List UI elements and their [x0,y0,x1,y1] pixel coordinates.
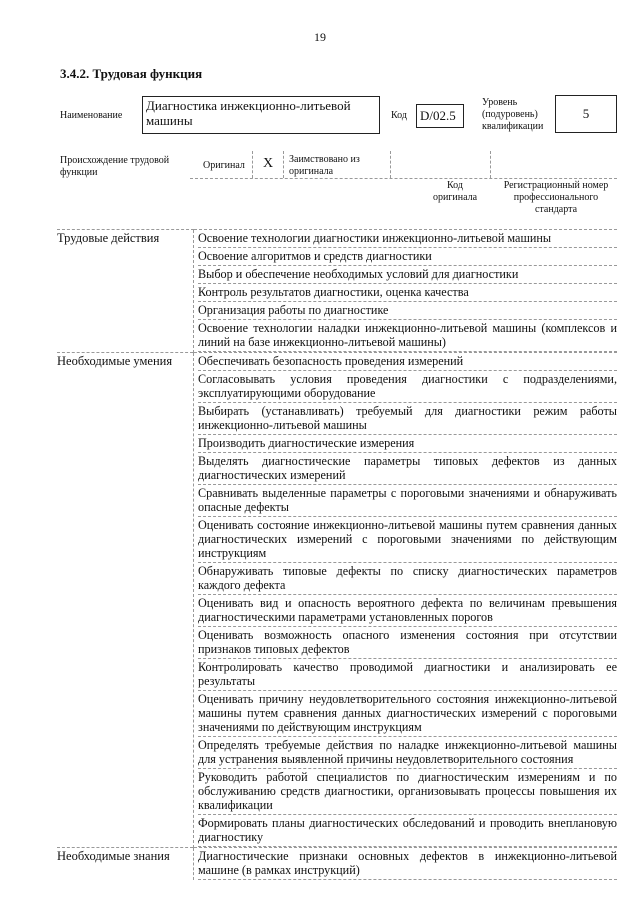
list-item: Оценивать причину неудовлетворительного состояния инжекционно-литьевой машины путем сравнения данных диагностических измерений с пороговыми значениями по действующим инструкциям [198,691,617,737]
section-items-cell [194,230,618,353]
section-row-title: Трудовые действия [57,231,160,245]
level-label: Уровень (подуровень) квалификации [482,97,544,132]
code-original-col: Код оригинала [432,180,478,203]
list-item: Определять требуемые действия по наладке инжекционно-литьевой машины для устранения выявленной причины неудовлетворительного состояния [198,737,617,769]
list-item: Контролировать качество проводимой диагностики и анализировать ее результаты [198,659,617,691]
list-item: Обнаруживать типовые дефекты по списку диагностических параметров каждого дефекта [198,563,617,595]
list-item: Выбирать (устанавливать) требуемый для диагностики режим работы инжекционно-литьевой машины [198,403,617,435]
borrowed-label: Заимствовано из оригинала [289,154,360,177]
section-title-cell [57,353,194,848]
list-item: Оценивать возможность опасного изменения состояния при отсутствии признаков типовых дефектов [198,627,617,659]
name-value-box [142,96,380,134]
original-label: Оригинал [203,160,245,171]
name-value: Диагностика инжекционно-литьевой машины [146,98,351,128]
section-items-cell [194,353,618,848]
section-row [57,353,617,848]
origin-divider-3 [390,151,391,178]
list-item: Согласовывать условия проведения диагностики с подразделениями, эксплуатирующими оборудование [198,371,617,403]
origin-label: Происхождение трудовой функции [60,155,170,178]
code-value-box [416,104,464,128]
origin-row-line [190,178,617,179]
section-row-title: Необходимые умения [57,354,173,368]
list-item: Сравнивать выделенные параметры с пороговыми значениями и обнаруживать опасные дефекты [198,485,617,517]
section-title: 3.4.2. Трудовая функция [60,66,203,81]
origin-divider-2 [283,151,284,178]
list-item: Оценивать вид и опасность вероятного дефекта по величинам превышения диагностическими параметрами установленных порогов [198,595,617,627]
function-table [57,229,617,880]
page-number: 19 [314,30,326,44]
list-item: Обеспечивать безопасность проведения измерений [198,353,617,371]
list-item: Формировать планы диагностических обследований и проводить внеплановую диагностику [198,815,617,847]
list-item: Оценивать состояние инжекционно-литьевой машины путем сравнения данных диагностических измерений с пороговыми значениями по действующим инструкциям [198,517,617,563]
origin-divider-4 [490,151,491,178]
list-item: Контроль результатов диагностики, оценка качества [198,284,617,302]
original-mark: X [263,156,274,171]
level-value-box [555,95,617,133]
origin-divider-1 [252,151,253,178]
section-row-title: Необходимые знания [57,849,170,863]
name-label: Наименование [60,110,123,121]
section-title-cell [57,848,194,881]
section-items-cell [194,848,618,881]
list-item: Выделять диагностические параметры типовых дефектов из данных диагностических измерений [198,453,617,485]
function-grid [57,229,617,880]
section-title-cell [57,230,194,353]
list-item: Освоение технологии диагностики инжекционно-литьевой машины [198,230,617,248]
list-item: Выбор и обеспечение необходимых условий для диагностики [198,266,617,284]
list-item: Организация работы по диагностике [198,302,617,320]
list-item: Освоение алгоритмов и средств диагностики [198,248,617,266]
section-row [57,230,617,353]
level-value: 5 [582,106,590,121]
list-item: Руководить работой специалистов по диагностическим измерениям и по обслуживанию средств диагностики, организовывать процессы повышения их квалификации [198,769,617,815]
code-value: D/02.5 [420,108,456,123]
list-item: Диагностические признаки основных дефектов в инжекционно-литьевой машине (в рамках инструкций) [198,848,617,880]
code-label: Код [391,110,407,121]
list-item: Производить диагностические измерения [198,435,617,453]
reg-number-col: Регистрационный номер профессионального стандарта [503,180,609,215]
section-row [57,848,617,881]
list-item: Освоение технологии наладки инжекционно-литьевой машины (комплексов и линий на базе инжекционно-литьевой машины) [198,320,617,352]
